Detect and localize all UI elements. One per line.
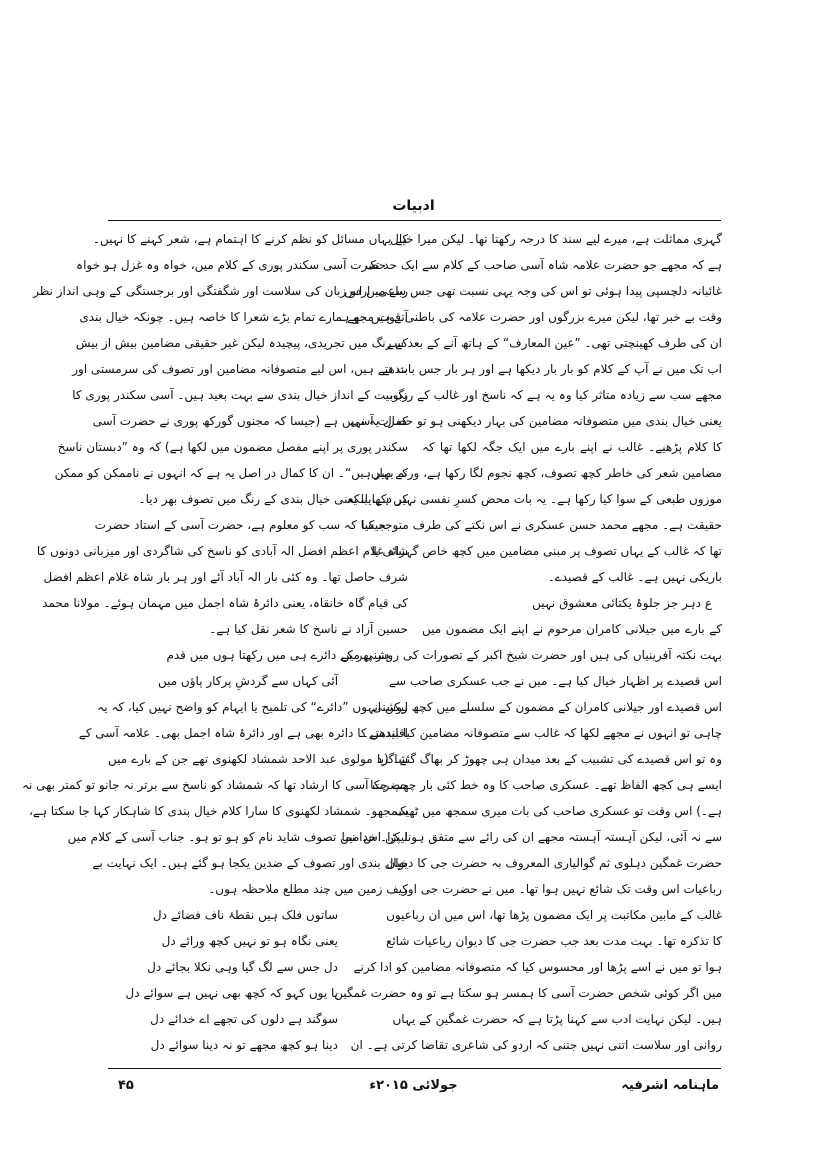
verse-line: دینا ہو کچھ مجھے تو نہ دینا سوائے دل <box>150 1038 338 1052</box>
text-line: حضرت آسی کا ارشاد تھا کہ شمشاد کو ناسخ سے برتر نہ جانو تو کمتر بھی نہ <box>21 778 408 792</box>
text-line: اس قصیدے اور جیلانی کامران کے مضمون کے سلسلے میں کچھ روشنی <box>372 700 722 714</box>
text-line: لیکن اس میں تصوف شاید نام کو ہو تو ہو۔ جناب آسی کے کلام میں <box>67 830 408 844</box>
footer-divider <box>108 1068 721 1069</box>
text-line: وہ تو اس قصیدے کی تشبیب کے بعد میدان ہی چھوڑ کر بھاگ گئے۔ (یا <box>377 752 722 766</box>
text-line: رباعی، اردو زبان کی سلاست اور شگفتگی اور برجستگی کے وہی انداز نظر <box>33 284 408 298</box>
verse-line: آئی کہاں سے گردشِ پرکار پاؤں میں <box>157 674 339 688</box>
text-line: سمجھو۔ شمشاد لکھنوی کا سارا کلام خیال بندی کا شاہکار کہا جا سکتا ہے، <box>29 804 408 818</box>
text-line: کی قیام گاہ خانقاہ، یعنی دائرۂ شاہ اجمل میں مہمان ہوئے۔ مولانا محمد <box>42 596 408 610</box>
text-line: شرف حاصل تھا۔ وہ کئی بار الہ آباد آئے اور ہر بار شاہ غلام اعظم افضل <box>43 570 408 584</box>
verse-line: دل جس سے لگ گیا وہی نکلا بجائے دل <box>147 960 338 974</box>
text-line: مجھے سب سے زیادہ متاثر کیا وہ یہ ہے کہ ناسخ اور غالب کے رنگ، <box>389 388 722 402</box>
text-line: جیسا کہ سب کو معلوم ہے، حضرت آسی کے استاد حضرت <box>94 518 386 532</box>
text-line: غالب کے مابین مکاتبت پر ایک مضمون پڑھا تھا، اس میں ان رباعیوں <box>386 908 722 922</box>
verse-line: ع دہر جز جلوۂ یکتائی معشوق نہیں <box>532 596 712 610</box>
text-line: سکندر پوری پر اپنے مفصل مضمون میں لکھا ہے) کہ وہ ”دبستان ناسخ <box>57 440 408 454</box>
text-line: ہیں۔ لیکن نہایت ادب سے کہنا پڑتا ہے کہ حضرت غمگین کے یہاں <box>392 1012 722 1026</box>
text-line: خیال بندی اور تصوف کے ضدین یکجا ہو گئے ہیں۔ ایک نہایت بے <box>92 856 408 870</box>
section-title: ادبیات <box>392 198 435 214</box>
text-line: سے نہ آئی، لیکن آہستہ آہستہ مجھے ان کی رائے سے متفق ہونا پڑا۔ خدا نما <box>341 830 722 844</box>
text-line: اس قصیدے پر اظہار خیال کیا ہے۔ میں نے جب عسکری صاحب سے <box>388 674 722 688</box>
text-line: کے رنگ میں تجریدی، پیچیدہ لیکن غیر حقیقی مضامین بیش از بیش <box>75 336 408 350</box>
text-line: لیکن انہوں ”دائرے“ کی تلمیح یا ایہام کو واضح نہیں کیا، کہ یہ <box>97 700 408 714</box>
verse-line: یعنی نگاہ ہو تو نہیں کچھ ورائے دل <box>161 934 338 948</box>
text-line: باریکی نہیں ہے۔ غالب کے قصیدے۔ <box>547 570 722 584</box>
text-line: رباعیات اس وقت تک شائع نہیں ہوا تھا۔ میں نے حضرت جی اور <box>401 882 722 896</box>
text-line: تھا کہ غالب کے یہاں تصوف پر مبنی مضامین میں کچھ خاص گہرائی یا <box>371 544 722 558</box>
text-line: گہری مماثلت ہے، میرے لیے سند کا درجہ رکھتا تھا۔ لیکن میرا خیال <box>390 232 722 246</box>
text-line: حضرت غمگین دہلوی ثم گوالیاری المعروف بہ حضرت جی کا دیوان <box>386 856 722 870</box>
text-line: کیف زمین میں چند مطلع ملاحظہ ہوں۔ <box>208 882 408 896</box>
text-line: شاہ غلام اعظم افضل الہ آبادی کو ناسخ کی شاگردی اور میزبانی دونوں کا <box>36 544 408 558</box>
text-line: روانی اور سلاست اتنی نہیں جتنی کہ اردو کی شاعری تقاضا کرتی ہے۔ ان <box>350 1038 722 1052</box>
verse-line: یا یوں کہو کہ کچھ بھی نہیں ہے سوائے دل <box>125 986 338 1000</box>
verse-line: سوگند ہے دلوں کی تجھے اے خدائے دل <box>150 1012 338 1026</box>
text-line: کے میر ہیں“۔ ان کا کمال در اصل یہ ہے کہ انہوں نے ناممکن کو ممکن <box>54 466 408 480</box>
text-line: اب تک میں نے آپ کے کلام کو بار بار دیکھا ہے اور ہر بار جس بات نے <box>382 362 722 376</box>
verse-line: ساتوں فلک ہیں نقطۂ ناف فضائے دل <box>152 908 338 922</box>
text-line: کے بارے میں جیلانی کامران مرحوم نے اپنے ایک مضمون میں <box>422 622 722 636</box>
text-line: موزوں طبعی کے سوا کیا رکھا ہے۔ یہ بات محض کسرِ نفسی نہیں ہے، بلکہ <box>346 492 722 506</box>
text-line: کا کلام پڑھیے۔ غالب نے اپنے بارے میں ایک جگہ لکھا تھا کہ <box>422 440 722 454</box>
text-line: غائبانہ دلچسپی پیدا ہوئی تو اس کی وجہ یہی نسبت تھی جس سے میں اس <box>344 284 722 298</box>
text-line: کا تذکرہ تھا۔ بہت مدت بعد جب حضرت جی کا دیوان رباعیات شائع <box>385 934 722 948</box>
right-text-column <box>334 226 722 1058</box>
text-line: بندھتے ہیں، اس لیے متصوفانہ مضامین اور تصوف کی سرمستی اور <box>72 362 408 376</box>
text-line: ربوبیت کے انداز خیال بندی سے بہت بعید ہیں۔ آسی سکندر پوری کا <box>72 388 408 402</box>
text-line: کر دکھایا، یعنی خیال بندی کے رنگ میں تصوف بھر دیا۔ <box>138 492 408 506</box>
text-line: ایسے ہی کچھ الفاظ تھے۔ عسکری صاحب کا وہ خط کئی بار چھپ چکا <box>370 778 722 792</box>
page-number: ۴۵ <box>118 1078 134 1093</box>
text-line: ہوا تو میں نے اسے پڑھا اور محسوس کیا کہ متصوفانہ مضامین کو ادا کرنے <box>353 960 722 974</box>
left-text-column <box>21 226 408 1058</box>
text-line: یعنی خیال بندی میں متصوفانہ مضامین کی بہار دیکھنی ہو تو حضرت آسی <box>350 414 722 428</box>
footer-issue-date: جولائی ۲۰۱۵ء <box>369 1078 458 1093</box>
text-line: اقلیدس کا دائرہ بھی ہے اور دائرۂ شاہ اجمل بھی۔ علامہ آسی کے <box>78 726 408 740</box>
text-line: حسین آزاد نے ناسخ کا شعر نقل کیا ہے۔ <box>209 622 408 636</box>
text-line: وقت بے خبر تھا، لیکن میرے بزرگوں اور حضرت علامہ کی باطنی قوت مجھے <box>347 310 722 324</box>
verse-line: ہر پھر کے دائرے ہی میں رکھتا ہوں میں قدم <box>166 648 390 662</box>
text-line: کے یہاں مسائل کو نظم کرنے کا اہتمام ہے، شعر کہنے کا نہیں۔ <box>92 232 408 246</box>
footer-magazine-name: ماہنامہ اشرفیہ <box>621 1078 719 1093</box>
text-line: بہت نکتہ آفرینیاں کی ہیں اور حضرت شیخ اکبر کے تصورات کی روشنی میں <box>340 648 722 662</box>
text-line: ان کی طرف کھینچتی تھی۔ ”عین المعارف“ کے ہاتھ آنے کے بعد سے <box>386 336 722 350</box>
text-line: ہے کہ مجھے جو حضرت علامہ شاہ آسی صاحب کے کلام سے ایک حد تک <box>365 258 722 272</box>
text-line: کمال یہ نہیں ہے (جیسا کہ مجنوں گورکھ پوری نے حضرت آسی <box>92 414 408 428</box>
text-line: حقیقت ہے۔ مجھے محمد حسن عسکری نے اس نکتے کی طرف متوجہ کیا <box>361 518 722 532</box>
text-line: مضامین شعر کی خاطر کچھ تصوف، کچھ نجوم لگا رکھا ہے، ورنہ یہاں <box>370 466 722 480</box>
text-line: ہے۔) اس وقت تو عسکری صاحب کی بات میری سمجھ میں ٹھیک <box>395 804 722 818</box>
header-divider <box>108 220 721 221</box>
text-line: حضرت آسی سکندر پوری کے کلام میں، خواہ وہ غزل ہو خواہ <box>76 258 386 272</box>
text-line: شاگرد مولوی عبد الاحد شمشاد لکھنوی تھے جن کے بارے میں <box>108 752 408 766</box>
text-line: آتے ہیں جو ہمارے تمام بڑے شعرا کا خاصہ ہیں۔ چونکہ خیال بندی <box>79 310 408 324</box>
text-line: میں اگر کوئی شخص حضرت آسی کا ہمسر ہو سکتا ہے تو وہ حضرت غمگین <box>334 986 722 1000</box>
text-line: چاہی تو انہوں نے مجھے لکھا کہ غالب سے متصوفانہ مضامین کیا بندھتے۔ <box>361 726 722 740</box>
